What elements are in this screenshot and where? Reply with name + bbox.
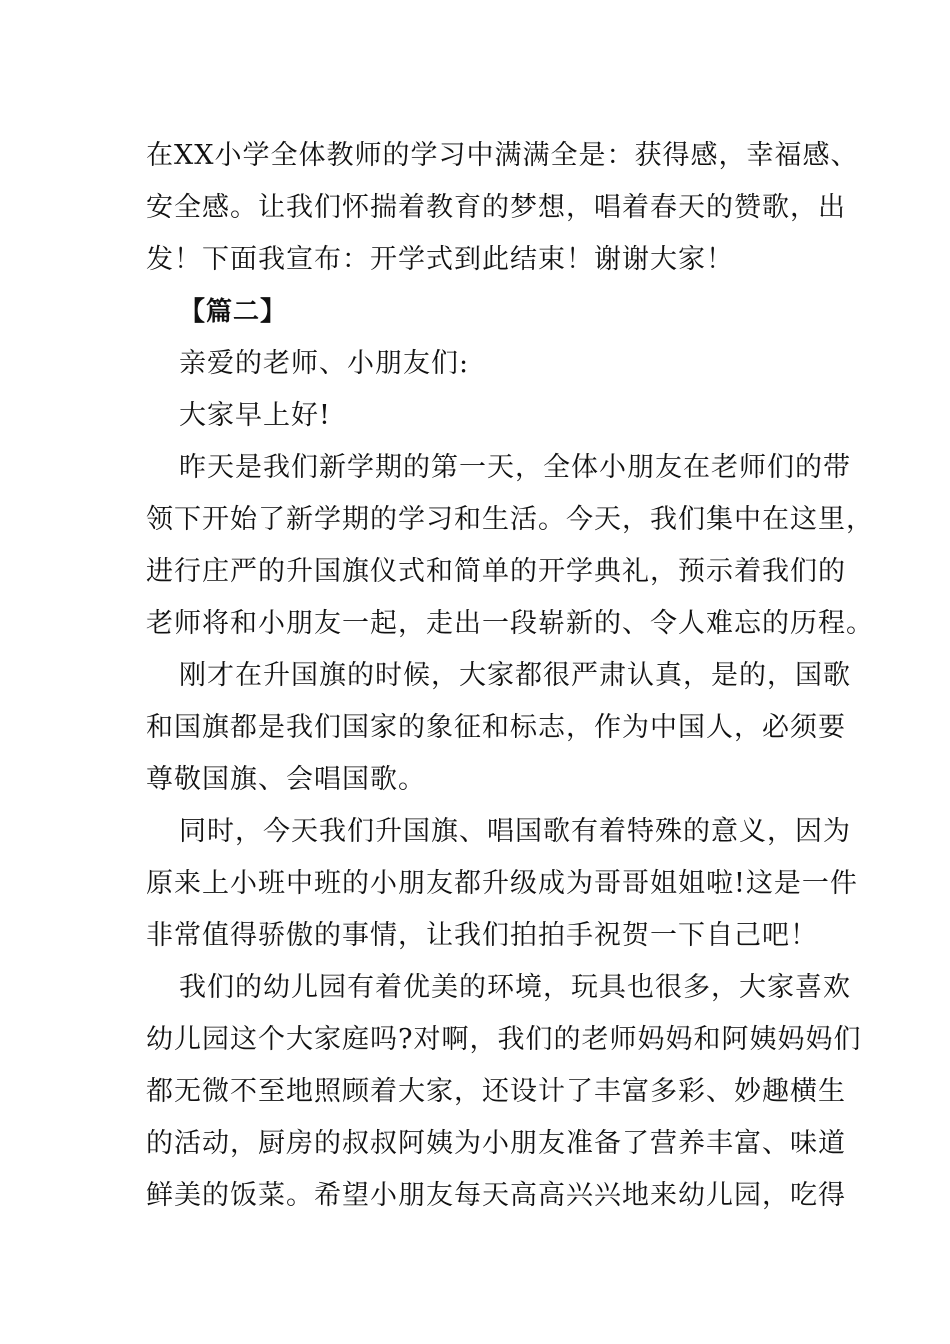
text-line: 老师将和小朋友一起，走出一段崭新的、令人难忘的历程。 xyxy=(146,608,874,639)
text-line: 都无微不至地照顾着大家，还设计了丰富多彩、妙趣横生 xyxy=(146,1076,846,1107)
text-line: 进行庄严的升国旗仪式和简单的开学典礼，预示着我们的 xyxy=(146,556,846,587)
text-line: 幼儿园这个大家庭吗?对啊，我们的老师妈妈和阿姨妈妈们 xyxy=(146,1024,862,1055)
paragraph-3 xyxy=(146,806,858,962)
text-line: 的活动，厨房的叔叔阿姨为小朋友准备了营养丰富、味道 xyxy=(146,1128,846,1159)
greeting: 大家早上好! xyxy=(179,400,331,431)
text-line: 尊敬国旗、会唱国歌。 xyxy=(146,764,426,795)
text-line: 领下开始了新学期的学习和生活。今天，我们集中在这里， xyxy=(146,504,874,535)
text-line: 非常值得骄傲的事情，让我们拍拍手祝贺一下自己吧！ xyxy=(146,920,818,951)
text-line: 在XX小学全体教师的学习中满满全是：获得感，幸福感、 xyxy=(146,140,859,171)
text-line: 我们的幼儿园有着优美的环境，玩具也很多，大家喜欢 xyxy=(179,972,851,1003)
paragraph-2 xyxy=(146,650,851,806)
text-line: 刚才在升国旗的时候，大家都很严肃认真，是的，国歌 xyxy=(179,660,851,691)
document-body xyxy=(146,130,874,1222)
text-line: 和国旗都是我们国家的象征和标志，作为中国人，必须要 xyxy=(146,712,846,743)
text-line: 安全感。让我们怀揣着教育的梦想，唱着春天的赞歌，出 xyxy=(146,192,846,223)
text-line: 同时，今天我们升国旗、唱国歌有着特殊的意义，因为 xyxy=(179,816,851,847)
paragraph-1 xyxy=(146,442,874,650)
text-line: 原来上小班中班的小朋友都升级成为哥哥姐姐啦!这是一件 xyxy=(146,868,858,899)
text-line: 发！下面我宣布：开学式到此结束！谢谢大家！ xyxy=(146,244,734,275)
section-heading: 【篇二】 xyxy=(179,297,288,327)
text-line: 昨天是我们新学期的第一天，全体小朋友在老师们的带 xyxy=(179,452,851,483)
text-line: 鲜美的饭菜。希望小朋友每天高高兴兴地来幼儿园，吃得 xyxy=(146,1180,846,1211)
salutation: 亲爱的老师、小朋友们: xyxy=(179,348,470,379)
continuation-paragraph xyxy=(146,130,859,286)
paragraph-4 xyxy=(146,962,862,1222)
